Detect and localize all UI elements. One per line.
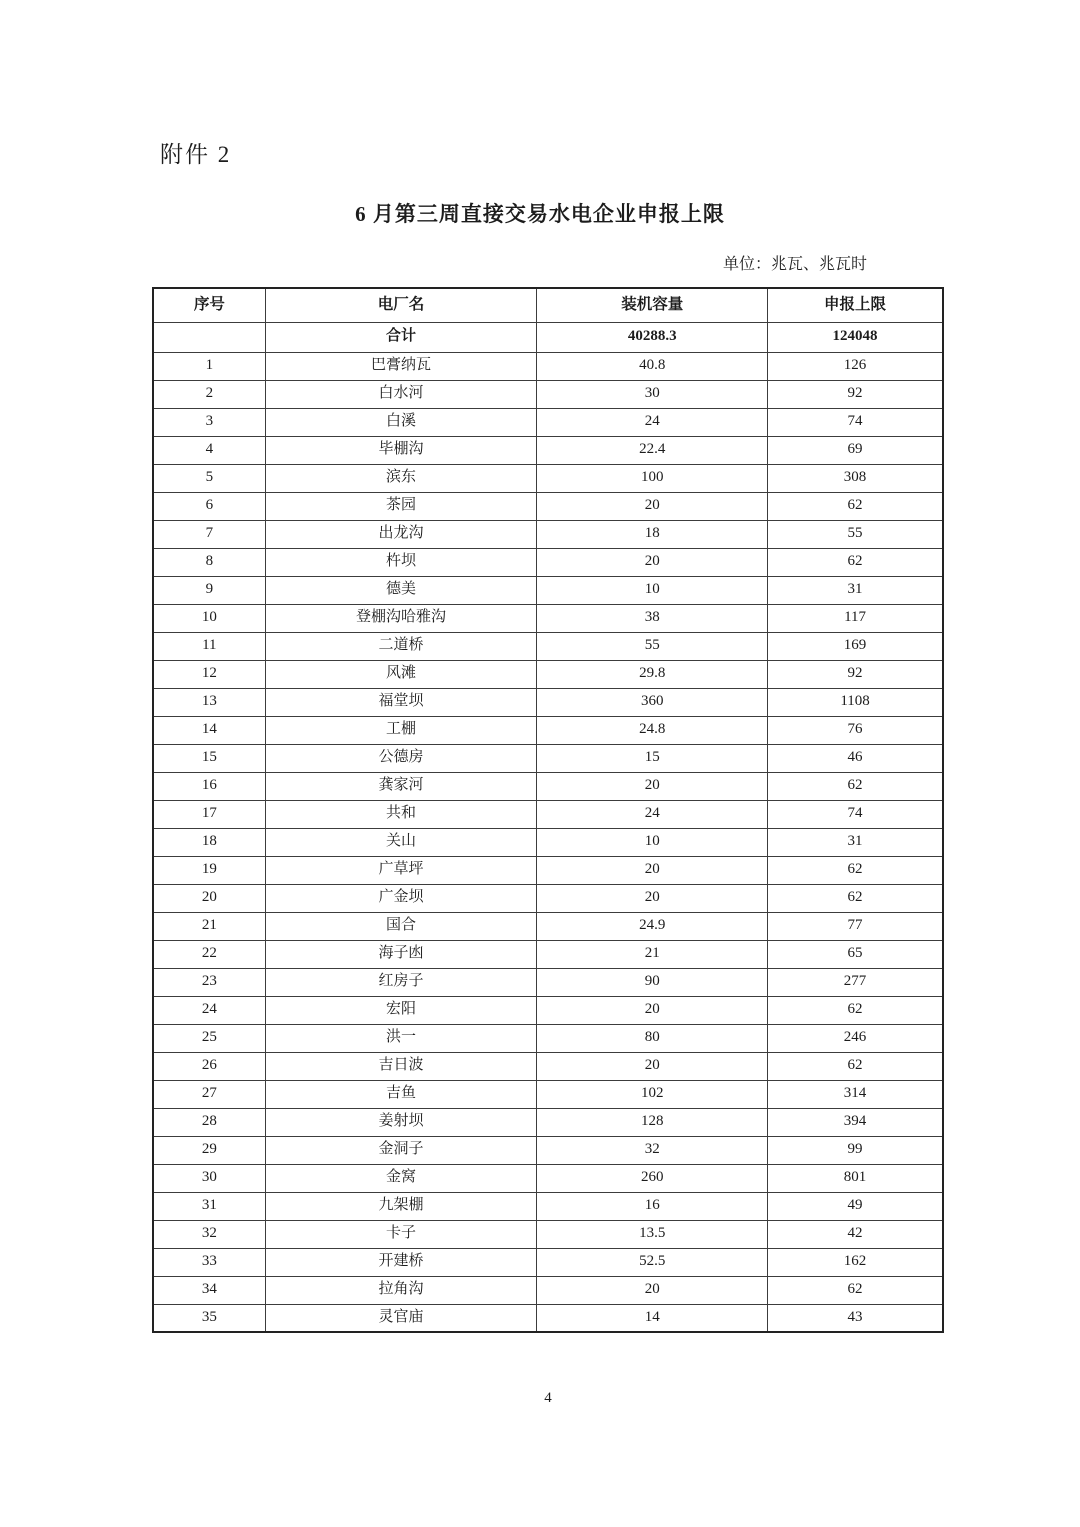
cell-declaration-limit: 277 xyxy=(768,968,943,996)
cell-declaration-limit: 92 xyxy=(768,380,943,408)
cell-plant-name: 海子凼 xyxy=(265,940,537,968)
cell-declaration-limit: 76 xyxy=(768,716,943,744)
cell-installed-capacity: 90 xyxy=(537,968,768,996)
cell-declaration-limit: 43 xyxy=(768,1304,943,1332)
plant-table-body xyxy=(153,322,943,1332)
cell-index: 25 xyxy=(153,1024,265,1052)
cell-plant-name: 滨东 xyxy=(265,464,537,492)
table-row xyxy=(153,716,943,744)
cell-installed-capacity: 30 xyxy=(537,380,768,408)
cell-index: 19 xyxy=(153,856,265,884)
table-row xyxy=(153,492,943,520)
cell-installed-capacity: 38 xyxy=(537,604,768,632)
cell-index: 1 xyxy=(153,352,265,380)
cell-declaration-limit: 62 xyxy=(768,548,943,576)
cell-declaration-limit: 801 xyxy=(768,1164,943,1192)
total-index-cell xyxy=(153,322,265,352)
cell-declaration-limit: 308 xyxy=(768,464,943,492)
cell-declaration-limit: 46 xyxy=(768,744,943,772)
total-capacity-cell: 40288.3 xyxy=(537,322,768,352)
cell-index: 6 xyxy=(153,492,265,520)
cell-declaration-limit: 62 xyxy=(768,856,943,884)
cell-index: 3 xyxy=(153,408,265,436)
cell-plant-name: 广金坝 xyxy=(265,884,537,912)
cell-plant-name: 白水河 xyxy=(265,380,537,408)
table-row xyxy=(153,968,943,996)
cell-index: 8 xyxy=(153,548,265,576)
table-row xyxy=(153,912,943,940)
cell-plant-name: 宏阳 xyxy=(265,996,537,1024)
cell-index: 24 xyxy=(153,996,265,1024)
cell-installed-capacity: 55 xyxy=(537,632,768,660)
plant-table-header xyxy=(153,288,943,322)
cell-declaration-limit: 31 xyxy=(768,828,943,856)
cell-plant-name: 姜射坝 xyxy=(265,1108,537,1136)
table-row xyxy=(153,436,943,464)
cell-declaration-limit: 74 xyxy=(768,800,943,828)
table-row xyxy=(153,1192,943,1220)
cell-index: 35 xyxy=(153,1304,265,1332)
cell-installed-capacity: 14 xyxy=(537,1304,768,1332)
page-title: 6 月第三周直接交易水电企业申报上限 xyxy=(355,202,725,226)
cell-declaration-limit: 394 xyxy=(768,1108,943,1136)
table-row xyxy=(153,520,943,548)
cell-index: 17 xyxy=(153,800,265,828)
cell-installed-capacity: 18 xyxy=(537,520,768,548)
cell-installed-capacity: 128 xyxy=(537,1108,768,1136)
table-row xyxy=(153,576,943,604)
cell-declaration-limit: 99 xyxy=(768,1136,943,1164)
cell-declaration-limit: 62 xyxy=(768,884,943,912)
cell-plant-name: 工棚 xyxy=(265,716,537,744)
cell-plant-name: 关山 xyxy=(265,828,537,856)
cell-plant-name: 金窝 xyxy=(265,1164,537,1192)
table-row xyxy=(153,408,943,436)
cell-index: 23 xyxy=(153,968,265,996)
cell-plant-name: 毕棚沟 xyxy=(265,436,537,464)
cell-installed-capacity: 80 xyxy=(537,1024,768,1052)
cell-declaration-limit: 49 xyxy=(768,1192,943,1220)
cell-index: 9 xyxy=(153,576,265,604)
cell-declaration-limit: 74 xyxy=(768,408,943,436)
cell-plant-name: 金洞子 xyxy=(265,1136,537,1164)
cell-plant-name: 九架棚 xyxy=(265,1192,537,1220)
cell-index: 14 xyxy=(153,716,265,744)
cell-installed-capacity: 20 xyxy=(537,1052,768,1080)
cell-index: 12 xyxy=(153,660,265,688)
cell-plant-name: 国合 xyxy=(265,912,537,940)
table-row xyxy=(153,548,943,576)
cell-index: 20 xyxy=(153,884,265,912)
cell-index: 2 xyxy=(153,380,265,408)
cell-index: 28 xyxy=(153,1108,265,1136)
cell-installed-capacity: 24.9 xyxy=(537,912,768,940)
cell-installed-capacity: 100 xyxy=(537,464,768,492)
cell-index: 21 xyxy=(153,912,265,940)
unit-note: 单位：兆瓦、兆瓦时 xyxy=(722,256,867,273)
cell-plant-name: 出龙沟 xyxy=(265,520,537,548)
cell-plant-name: 洪一 xyxy=(265,1024,537,1052)
cell-index: 31 xyxy=(153,1192,265,1220)
cell-plant-name: 卡子 xyxy=(265,1220,537,1248)
table-row xyxy=(153,632,943,660)
cell-index: 32 xyxy=(153,1220,265,1248)
cell-installed-capacity: 20 xyxy=(537,772,768,800)
header-row xyxy=(153,288,943,322)
cell-index: 22 xyxy=(153,940,265,968)
cell-plant-name: 白溪 xyxy=(265,408,537,436)
cell-plant-name: 吉日波 xyxy=(265,1052,537,1080)
cell-plant-name: 拉角沟 xyxy=(265,1276,537,1304)
cell-index: 10 xyxy=(153,604,265,632)
cell-declaration-limit: 62 xyxy=(768,1052,943,1080)
cell-declaration-limit: 169 xyxy=(768,632,943,660)
cell-installed-capacity: 20 xyxy=(537,492,768,520)
table-row xyxy=(153,1108,943,1136)
cell-plant-name: 茶园 xyxy=(265,492,537,520)
table-row xyxy=(153,1024,943,1052)
cell-plant-name: 开建桥 xyxy=(265,1248,537,1276)
table-row xyxy=(153,1052,943,1080)
cell-index: 26 xyxy=(153,1052,265,1080)
cell-index: 33 xyxy=(153,1248,265,1276)
table-row xyxy=(153,940,943,968)
cell-index: 11 xyxy=(153,632,265,660)
cell-declaration-limit: 42 xyxy=(768,1220,943,1248)
table-row xyxy=(153,1304,943,1332)
cell-index: 27 xyxy=(153,1080,265,1108)
cell-installed-capacity: 32 xyxy=(537,1136,768,1164)
header-index: 序号 xyxy=(153,288,265,322)
cell-index: 4 xyxy=(153,436,265,464)
cell-declaration-limit: 62 xyxy=(768,996,943,1024)
table-row xyxy=(153,688,943,716)
cell-index: 34 xyxy=(153,1276,265,1304)
cell-plant-name: 风滩 xyxy=(265,660,537,688)
header-declaration-limit: 申报上限 xyxy=(768,288,943,322)
table-row xyxy=(153,1080,943,1108)
cell-installed-capacity: 20 xyxy=(537,1276,768,1304)
cell-installed-capacity: 102 xyxy=(537,1080,768,1108)
cell-index: 29 xyxy=(153,1136,265,1164)
cell-installed-capacity: 20 xyxy=(537,856,768,884)
cell-installed-capacity: 15 xyxy=(537,744,768,772)
cell-declaration-limit: 77 xyxy=(768,912,943,940)
total-row xyxy=(153,322,943,352)
cell-plant-name: 广草坪 xyxy=(265,856,537,884)
table-row xyxy=(153,1220,943,1248)
cell-installed-capacity: 10 xyxy=(537,576,768,604)
table-row xyxy=(153,884,943,912)
table-row xyxy=(153,996,943,1024)
table-row xyxy=(153,828,943,856)
total-label-cell: 合计 xyxy=(265,322,537,352)
cell-plant-name: 巴膏纳瓦 xyxy=(265,352,537,380)
table-row xyxy=(153,856,943,884)
cell-installed-capacity: 52.5 xyxy=(537,1248,768,1276)
cell-plant-name: 二道桥 xyxy=(265,632,537,660)
header-plant-name: 电厂名 xyxy=(265,288,537,322)
table-row xyxy=(153,1164,943,1192)
table-row xyxy=(153,604,943,632)
table-row xyxy=(153,744,943,772)
cell-installed-capacity: 40.8 xyxy=(537,352,768,380)
cell-declaration-limit: 65 xyxy=(768,940,943,968)
table-row xyxy=(153,1136,943,1164)
cell-declaration-limit: 1108 xyxy=(768,688,943,716)
plant-table xyxy=(152,287,944,1333)
cell-plant-name: 共和 xyxy=(265,800,537,828)
cell-plant-name: 公德房 xyxy=(265,744,537,772)
cell-installed-capacity: 22.4 xyxy=(537,436,768,464)
table-row xyxy=(153,380,943,408)
cell-index: 7 xyxy=(153,520,265,548)
cell-installed-capacity: 360 xyxy=(537,688,768,716)
cell-declaration-limit: 117 xyxy=(768,604,943,632)
cell-installed-capacity: 260 xyxy=(537,1164,768,1192)
table-row xyxy=(153,800,943,828)
cell-plant-name: 吉鱼 xyxy=(265,1080,537,1108)
cell-plant-name: 德美 xyxy=(265,576,537,604)
cell-plant-name: 登棚沟哈雅沟 xyxy=(265,604,537,632)
cell-declaration-limit: 162 xyxy=(768,1248,943,1276)
cell-installed-capacity: 21 xyxy=(537,940,768,968)
table-row xyxy=(153,772,943,800)
cell-declaration-limit: 62 xyxy=(768,492,943,520)
page-number: 4 xyxy=(544,1390,552,1406)
cell-declaration-limit: 92 xyxy=(768,660,943,688)
cell-installed-capacity: 24 xyxy=(537,408,768,436)
cell-index: 13 xyxy=(153,688,265,716)
cell-declaration-limit: 69 xyxy=(768,436,943,464)
cell-plant-name: 红房子 xyxy=(265,968,537,996)
table-row xyxy=(153,1276,943,1304)
attachment-label: 附件 2 xyxy=(160,142,232,167)
cell-installed-capacity: 20 xyxy=(537,996,768,1024)
cell-declaration-limit: 314 xyxy=(768,1080,943,1108)
cell-index: 18 xyxy=(153,828,265,856)
header-installed-capacity: 装机容量 xyxy=(537,288,768,322)
cell-declaration-limit: 246 xyxy=(768,1024,943,1052)
total-limit-cell: 124048 xyxy=(768,322,943,352)
cell-installed-capacity: 24.8 xyxy=(537,716,768,744)
cell-index: 16 xyxy=(153,772,265,800)
cell-declaration-limit: 126 xyxy=(768,352,943,380)
cell-plant-name: 福堂坝 xyxy=(265,688,537,716)
cell-index: 15 xyxy=(153,744,265,772)
cell-installed-capacity: 10 xyxy=(537,828,768,856)
cell-index: 5 xyxy=(153,464,265,492)
cell-installed-capacity: 29.8 xyxy=(537,660,768,688)
cell-installed-capacity: 13.5 xyxy=(537,1220,768,1248)
cell-installed-capacity: 16 xyxy=(537,1192,768,1220)
cell-declaration-limit: 31 xyxy=(768,576,943,604)
cell-index: 30 xyxy=(153,1164,265,1192)
cell-plant-name: 杵坝 xyxy=(265,548,537,576)
cell-installed-capacity: 24 xyxy=(537,800,768,828)
table-row xyxy=(153,660,943,688)
table-row xyxy=(153,1248,943,1276)
cell-plant-name: 龚家河 xyxy=(265,772,537,800)
cell-plant-name: 灵官庙 xyxy=(265,1304,537,1332)
cell-installed-capacity: 20 xyxy=(537,884,768,912)
cell-declaration-limit: 62 xyxy=(768,772,943,800)
cell-installed-capacity: 20 xyxy=(537,548,768,576)
table-row xyxy=(153,464,943,492)
table-row xyxy=(153,352,943,380)
cell-declaration-limit: 55 xyxy=(768,520,943,548)
cell-declaration-limit: 62 xyxy=(768,1276,943,1304)
